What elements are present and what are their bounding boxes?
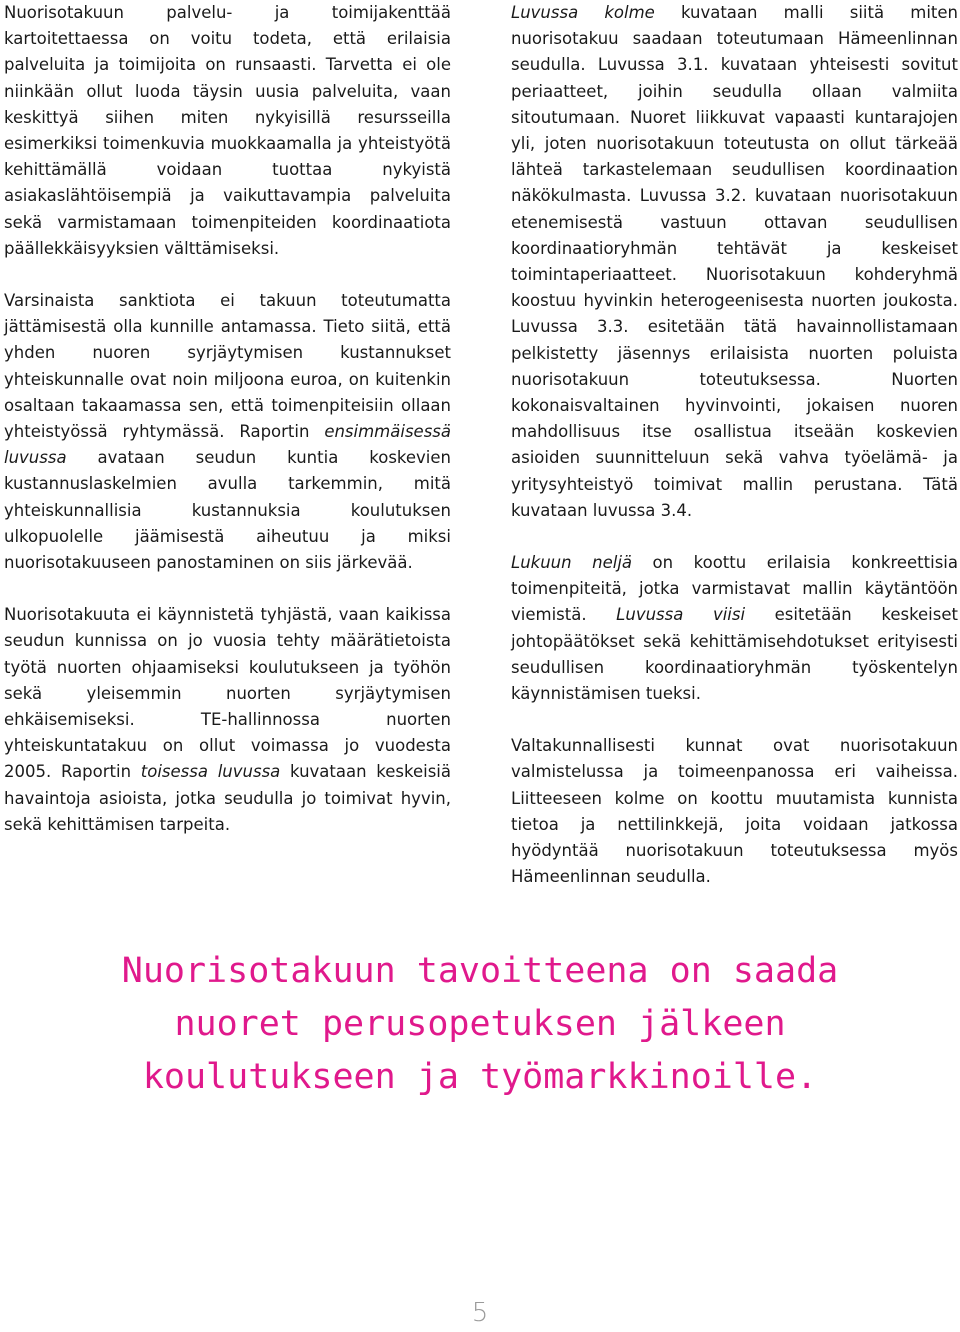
paragraph-text: kuvataan malli siitä miten nuorisotakuu saadaan toteutumaan Hämeenlinnan seudulla. Luvussa 3.1. kuvataan yhteisesti sovitut periaatteet, joihin seudulla ollaan valmiita sitoutumaan. Nuoret liikkuvat vapaasti kuntarajojen yli, joten nuorisotakuun toteutusta on ollut tärkeää lähteä tarkastelemaan seudullisen koordinaation näkökulmasta. Luvussa 3.2. kuvataan nuorisotakuun etenemisestä vastuun ottavan seudullisen koordinaatioryhmän tehtävät ja keskeiset toimintaperiaatteet. Nuorisotakuun kohderyhmä koostuu hyvinkin heterogeenisesta nuorten joukosta. Luvussa 3.3. esitetään tätä havainnollistamaan pelkistetty jäsennys erilaisista nuorten poluista nuorisotakuun toteutuksessa. Nuorten kokonaisvaltainen hyvinvointi, jokaisen nuoren mahdollisuus itse osallistua itseään koskevien asioiden suunnitteluun sekä vahva työelämä- ja yritysyhteistyö toimivat mallin perustana. Tätä kuvataan luvussa 3.4.	[511, 3, 958, 520]
paragraph-text: Nuorisotakuuta ei käynnistetä tyhjästä, vaan kaikissa seudun kunnissa on jo vuosia tehty määrätietoista työtä nuorten ohjaamiseksi koulutukseen ja työhön sekä yleisemmin nuorten syrjäytymisen ehkäisemiseksi. TE-hallinnossa nuorten yhteiskuntatakuu on ollut voimassa jo vuodesta 2005. Raportin	[4, 605, 451, 782]
page-number: 5	[471, 1298, 489, 1328]
chapter-reference: Luvussa viisi	[616, 605, 746, 625]
left-column	[4, 0, 451, 864]
paragraph-text: Valtakunnallisesti kunnat ovat nuorisotakuun valmistelussa ja toimeenpanossa eri vaiheissa. Liitteeseen kolme on koottu muutamista kunnista tietoa ja nettilinkkejä, joita voidaan jatkossa hyödyntää nuorisotakuun toteutuksessa myös Hämeenlinnan seudulla.	[511, 736, 958, 887]
paragraph-national-status	[511, 733, 958, 890]
paragraph-service-field	[4, 0, 451, 262]
paragraph-text: Varsinaista sanktiota ei takuun toteutumatta jättämisestä olla kunnille antamassa. Tieto siitä, että yhden nuoren syrjäytymisen kustannukset yhteiskunnalle ovat noin miljoona euroa, on kuitenkin osaltaan takaamassa sen, että toimenpiteisiin ollaan yhteistyössä ryhtymässä. Raportin	[4, 291, 451, 442]
paragraph-text: kuvataan keskeisiä havaintoja asioista, jotka seudulla jo toimivat hyvin, sekä kehittämisen tarpeita.	[4, 762, 452, 834]
paragraph-chapters-four-five	[511, 550, 958, 707]
pull-quote-line: koulutukseen ja työmarkkinoille.	[142, 1057, 818, 1097]
paragraph-text: on koottu erilaisia konkreettisia toimenpiteitä, jotka varmistavat mallin käytäntöön viemistä.	[511, 553, 958, 625]
chapter-reference: ensimmäisessä luvussa	[4, 422, 451, 468]
chapter-reference: Lukuun neljä	[511, 553, 633, 573]
pull-quote-line: Nuorisotakuun tavoitteena on saada	[121, 951, 839, 991]
paragraph-text: esitetään keskeiset johtopäätökset sekä kehittämisehdotukset erityisesti seudullisen koordinaatioryhmän työskentelyn käynnistämisen tueksi.	[511, 605, 958, 704]
right-column	[511, 0, 958, 917]
paragraph-chapter-three	[511, 0, 958, 524]
paragraph-youth-guarantee-history	[4, 602, 451, 838]
paragraph-text: avataan seudun kuntia koskevien kustannuslaskelmien avulla tarkemmin, mitä yhteiskunnallisia kustannuksia koulutuksen ulkopuolelle jäämisestä aiheutuu ja miksi nuorisotakuuseen panostaminen on siis järkevää.	[4, 448, 451, 573]
chapter-reference: Luvussa kolme	[511, 3, 655, 22]
chapter-reference: toisessa luvussa	[140, 762, 281, 782]
pull-quote	[80, 945, 880, 1104]
pull-quote-line: nuoret perusopetuksen jälkeen	[174, 1004, 786, 1044]
paragraph-sanctions	[4, 288, 451, 576]
paragraph-text: Nuorisotakuun palvelu- ja toimijakenttää kartoitettaessa on voitu todeta, että erilaisia palveluita ja toimijoita on runsaasti. Tarvetta ei ole niinkään ollut luoda täysin uusia palveluita, vaan keskittyä siihen miten nykyisillä resursseilla esimerkiksi toimenkuvia muokkaamalla ja yhteistyötä kehittämällä voidaan tuottaa nykyistä asiakaslähtöisempiä ja vaikuttavampia palveluita sekä varmistamaan toimenpiteiden koordinaatiota päällekkäisyyksien välttämiseksi.	[4, 3, 451, 258]
